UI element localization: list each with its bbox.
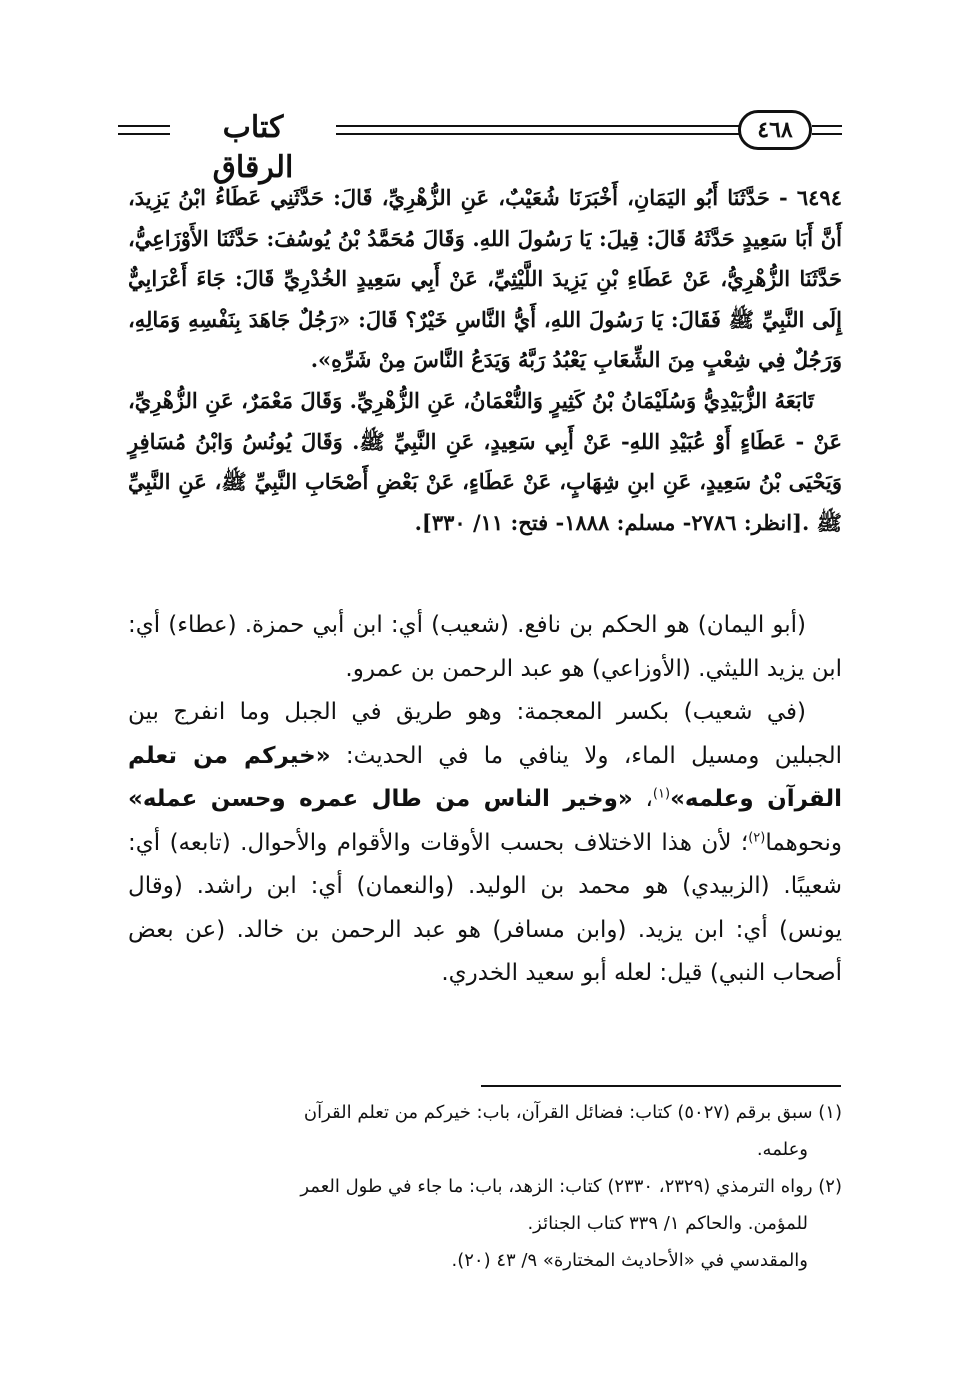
footnote-ref-1[interactable]: (١) (652, 786, 671, 802)
commentary-p2-separator: ، (632, 786, 653, 812)
quote-hadith-1: «خيركم من تعلم القرآن وعلمه» (128, 742, 843, 812)
footnotes (128, 1094, 842, 1279)
commentary-text (128, 604, 842, 996)
footnote-1-line-2: وعلمه. (756, 1139, 808, 1160)
hadith-follow: تَابَعَهُ الزُّبَيْدِيُّ وَسُلَيْمَانُ بْنُ كَثِيرٍ وَالنُّعْمَانُ، عَنِ الزُّهْرِيِّ. وَقَالَ مَعْمَرٌ، عَنِ الزُّهْرِيِّ، عَنْ - عَطَاءٍ أَوْ عُبَيْدِ اللهِ- عَنْ أَبِي سَعِيدٍ، عَنِ النَّبِيِّ ﷺ. وَقَالَ يُونُسُ وَابْنُ مُسَافِرٍ وَيَحْيَى بْنُ سَعِيدٍ، عَنِ ابنِ شِهَابٍ، عَنْ عَطَاءٍ، عَنْ بَعْضِ أَصْحَابِ النَّبِيِّ ﷺ، عَنِ النَّبِيِّ ﷺ .[انظر: ٢٧٨٦- مسلم: ١٨٨٨- فتح: ١١/ ٣٣٠]. (128, 387, 842, 535)
page-header (118, 110, 842, 185)
footnote-2-line-3: والمقدسي في «الأحاديث المختارة» ٩/ ٤٣ (٢٠). (451, 1250, 808, 1271)
commentary-p2-end: ؛ لأن هذا الاختلاف بحسب الأوقات والأقوام والأحوال. (تابعه) أي: شعيبًا. (الزبيدي) هو محمد بن الوليد. (والنعمان) أي: ابن راشد. (وقال يونس) أي: ابن يزيد. (وابن مسافر) هو عبد الرحمن بن خالد. (عن بعض أصحاب النبي) قيل: لعله أبو سعيد الخدري. (128, 829, 842, 986)
page-number-badge: ٤٦٨ (738, 110, 812, 150)
hadith-main: ٦٤٩٤ - حَدَّثَنَا أَبُو اليَمَانِ، أَخْبَرَنَا شُعَيْبٌ، عَنِ الزُّهْرِيِّ، قَالَ: حَدَّثَنِي عَطَاءُ ابْنُ يَزِيدَ، أَنَّ أَبَا سَعِيدٍ حَدَّثَهُ قَالَ: قِيلَ: يَا رَسُولَ اللهِ. وَقَالَ مُحَمَّدُ بْنُ يُوسُفَ: حَدَّثَنَا الأَوْزَاعِيُّ، حَدَّثَنَا الزُّهْرِيُّ، عَنْ عَطَاءِ بْنِ يَزِيدَ اللَّيْثِيِّ، عَنْ أَبِي سَعِيدٍ الخُدْرِيِّ قَالَ: جَاءَ أَعْرَابِيٌّ إِلَى النَّبِيِّ ﷺ فَقَالَ: يَا رَسُولَ اللهِ، أَيُّ النَّاسِ خَيْرٌ؟ قَالَ: «رَجُلٌ جَاهَدَ بِنَفْسِهِ وَمَالِهِ، وَرَجُلٌ فِي شِعْبٍ مِنَ الشِّعَابِ يَعْبُدُ رَبَّهُ وَيَدَعُ النَّاسَ مِنْ شَرِّهِ». (128, 185, 842, 373)
commentary-paragraph-1: (أبو اليمان) هو الحكم بن نافع. (شعيب) أي: ابن أبي حمزة. (عطاء) أي: ابن يزيد الليثي. (الأوزاعي) هو عبد الرحمن بن عمرو. (128, 612, 842, 682)
commentary-p2-mid: ونحوهما (765, 829, 842, 856)
footnote-2-line-1: (٢) رواه الترمذي (٢٣٢٩، ٢٣٣٠) كتاب: الزهد، باب: ما جاء في طول العمر (300, 1176, 842, 1197)
header-rule-left (118, 125, 170, 127)
commentary-p2-start: (في شعيب) بكسر المعجمة: وهو طريق في الجبل وما انفرج بين الجبلين ومسيل الماء، ولا ينافي ما في الحديث: (128, 699, 842, 769)
footnote-divider (481, 1085, 841, 1087)
header-rule-right (812, 125, 842, 127)
footnote-1-line-1: (١) سبق برقم (٥٠٢٧) كتاب: فضائل القرآن، باب: خيركم من تعلم القرآن (303, 1102, 842, 1123)
footnote-ref-2[interactable]: (٢) (748, 829, 766, 845)
commentary-paragraph-2 (128, 691, 842, 996)
quote-hadith-2: «وخير الناس من طال عمره وحسن عمله» (128, 786, 633, 812)
book-title: كتاب الرقاق (212, 110, 294, 185)
hadith-text (128, 178, 842, 543)
footnote-2-line-2: للمؤمن. والحاكم ١/ ٣٣٩ كتاب الجنائز. (527, 1213, 808, 1234)
header-rule-middle (336, 125, 747, 127)
